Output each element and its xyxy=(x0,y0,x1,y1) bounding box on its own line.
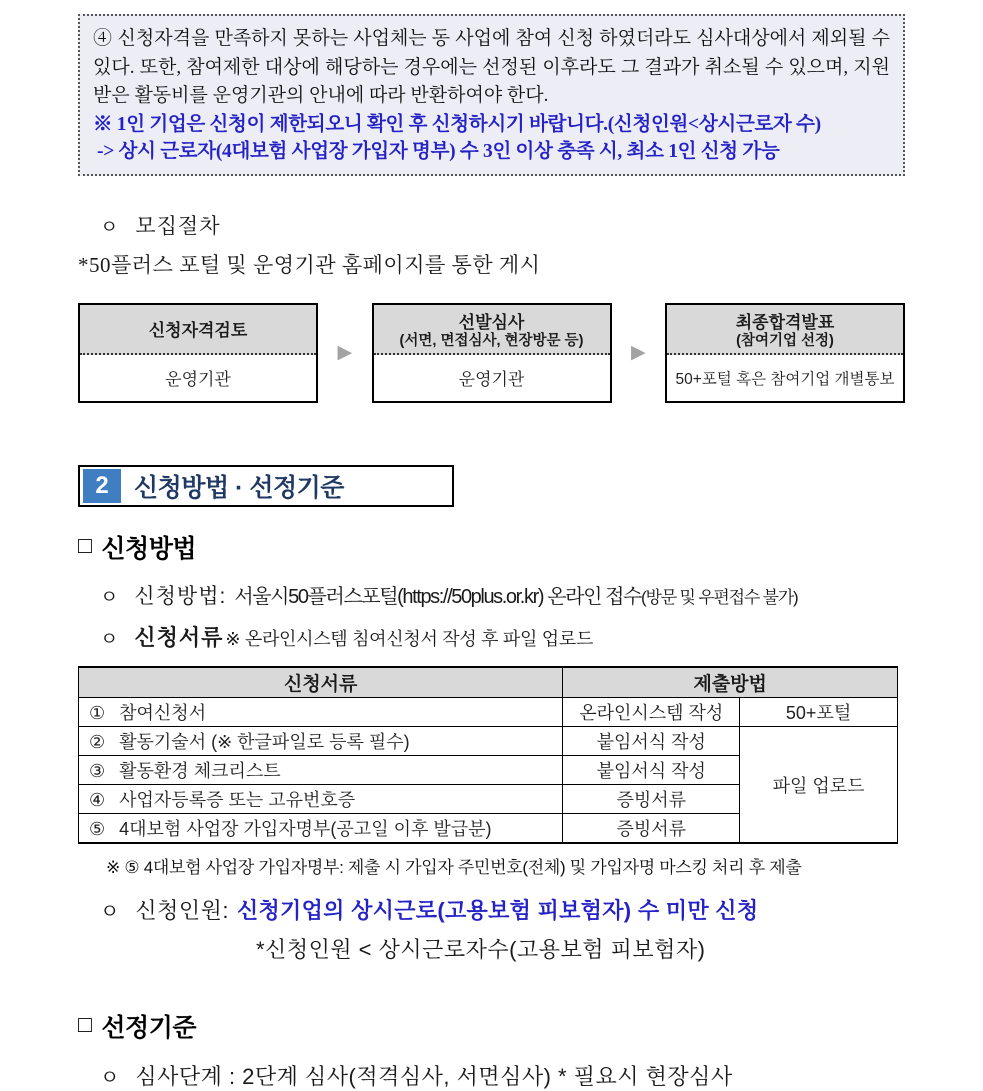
flow-arrow-icon: ▶ xyxy=(337,342,353,364)
table-row xyxy=(79,698,898,727)
doc-cell xyxy=(79,814,563,843)
selection-criteria-heading xyxy=(78,1008,905,1044)
apply-method-note: (방문 및 우편접수 불가) xyxy=(641,587,798,607)
notice-paragraph: ④ 신청자격을 만족하지 못하는 사업체는 동 사업에 참여 신청 하였더라도 심사대상에서 제외될 수 있다. 또한, 참여제한 대상에 해당하는 경우에는 선정된 이후라도 그 결과가 취소될 수 있으며, 지원받은 활동비를 운영기관의 안내에 따라 반환하여야 한다. xyxy=(93,28,890,106)
application-documents-table xyxy=(78,666,898,844)
section-number-badge: 2 xyxy=(83,469,121,503)
flow-arrow-icon: ▶ xyxy=(630,342,646,364)
square-marker: □ xyxy=(78,532,92,559)
doc-number: ② xyxy=(89,732,106,753)
doc-name: 4대보험 사업장 가입자명부(공고일 이후 발급분) xyxy=(119,819,492,840)
applicants-line xyxy=(78,894,905,925)
bullet-marker: ㅇ xyxy=(100,900,120,923)
flow-step-title: 선발심사 xyxy=(458,313,525,333)
apply-method-heading-label: 신청방법 xyxy=(101,534,197,563)
doc-number: ① xyxy=(89,703,106,724)
recruit-process-heading-label: 모집절차 xyxy=(135,213,221,238)
doc-cell xyxy=(79,727,563,756)
section-2-banner xyxy=(78,465,454,507)
recruit-process-subtitle: *50플러스 포털 및 운영기관 홈페이지를 통한 게시 xyxy=(78,252,541,277)
bullet-marker: ㅇ xyxy=(100,1066,120,1089)
doc-name: 활동기술서 (※ 한글파일로 등록 필수) xyxy=(119,732,410,753)
bullet-marker: ㅇ xyxy=(100,586,119,608)
bullet-marker: ㅇ xyxy=(100,628,119,650)
square-marker: □ xyxy=(78,1011,92,1038)
bullet-marker: ㅇ xyxy=(100,216,120,238)
apply-docs-label: 신청서류 xyxy=(134,624,224,650)
apply-method-label: 신청방법: xyxy=(134,584,227,608)
apply-method-value xyxy=(234,580,797,609)
flow-step-final-announcement xyxy=(665,303,905,403)
table-header-docs: 신청서류 xyxy=(79,667,563,698)
flow-step-selection-screening xyxy=(372,303,612,403)
flow-step-body: 운영기관 xyxy=(165,370,231,390)
table-footnote: ※ ⑤ 4대보험 사업장 가입자명부: 제출 시 가입자 주민번호(전체) 및 가입자명 마스킹 처리 후 제출 xyxy=(106,857,802,877)
flow-step-subtitle: (참여기업 선정) xyxy=(736,333,834,350)
method-cell: 붙임서식 작성 xyxy=(563,756,740,785)
applicants-subline: *신청인원 < 상시근로자수(고용보험 피보험자) xyxy=(256,936,706,962)
doc-number: ④ xyxy=(89,790,106,811)
flow-step-body: 운영기관 xyxy=(458,370,525,390)
flow-step-header xyxy=(667,305,903,355)
table-header-row xyxy=(79,667,898,698)
method-cell: 붙임서식 작성 xyxy=(563,727,740,756)
flow-step-title: 최종합격발표 xyxy=(735,313,835,333)
doc-cell xyxy=(79,785,563,814)
table-header-method: 제출방법 xyxy=(563,667,898,698)
submit-upload-cell: 파일 업로드 xyxy=(740,727,898,843)
doc-cell xyxy=(79,698,563,727)
flow-step-title: 신청자격검토 xyxy=(148,321,248,341)
doc-cell xyxy=(79,756,563,785)
method-cell: 증빙서류 xyxy=(563,814,740,843)
notice-warning-line2: -> 상시 근로자(4대보험 사업장 가입자 명부) 수 3인 이상 충족 시, 최소 1인 신청 가능 xyxy=(97,141,780,163)
apply-method-url: 서울시50플러스포털(https://50plus.or.kr) 온라인 접수 xyxy=(234,585,642,608)
flow-step-header xyxy=(374,305,610,355)
doc-name: 참여신청서 xyxy=(119,703,207,724)
doc-number: ⑤ xyxy=(89,819,106,840)
flow-step-subtitle: (서면, 면접심사, 현장방문 등) xyxy=(399,333,584,350)
notice-warning-line1: ※ 1인 기업은 신청이 제한되오니 확인 후 신청하시기 바랍니다.(신청인원<상시근로자 수) xyxy=(93,113,821,135)
apply-method-line xyxy=(78,580,905,610)
apply-docs-note: ※ 온라인시스템 침여신청서 작성 후 파일 업로드 xyxy=(225,628,594,649)
method-cell: 증빙서류 xyxy=(563,785,740,814)
apply-docs-line xyxy=(78,621,905,652)
apply-method-heading xyxy=(78,529,905,565)
flow-step-header xyxy=(80,305,316,355)
applicants-value: 신청기업의 상시근로(고용보험 피보험자) 수 미만 신청 xyxy=(236,897,759,923)
section-title: 신청방법 · 선정기준 xyxy=(134,473,344,502)
table-row xyxy=(79,727,898,756)
doc-name: 사업자등록증 또는 고유번호증 xyxy=(119,790,356,811)
recruit-process-flowchart xyxy=(78,303,905,403)
recruit-process-heading xyxy=(78,210,905,240)
selection-criteria-heading-label: 선정기준 xyxy=(101,1013,197,1042)
doc-name: 활동환경 체크리스트 xyxy=(119,761,281,782)
flow-step-body: 50+포털 혹은 참여기업 개별통보 xyxy=(675,370,895,388)
method-cell: 온라인시스템 작성 xyxy=(563,698,740,727)
selection-stage-text: 심사단계 : 2단계 심사(적격심사, 서면심사) * 필요시 현장심사 xyxy=(135,1063,733,1089)
applicants-label: 신청인원: xyxy=(135,897,229,923)
eligibility-notice-box xyxy=(78,14,905,176)
flow-step-qualification-review xyxy=(78,303,318,403)
doc-number: ③ xyxy=(89,761,106,782)
selection-stage-line xyxy=(78,1060,905,1091)
submit-portal-cell: 50+포털 xyxy=(740,698,898,727)
